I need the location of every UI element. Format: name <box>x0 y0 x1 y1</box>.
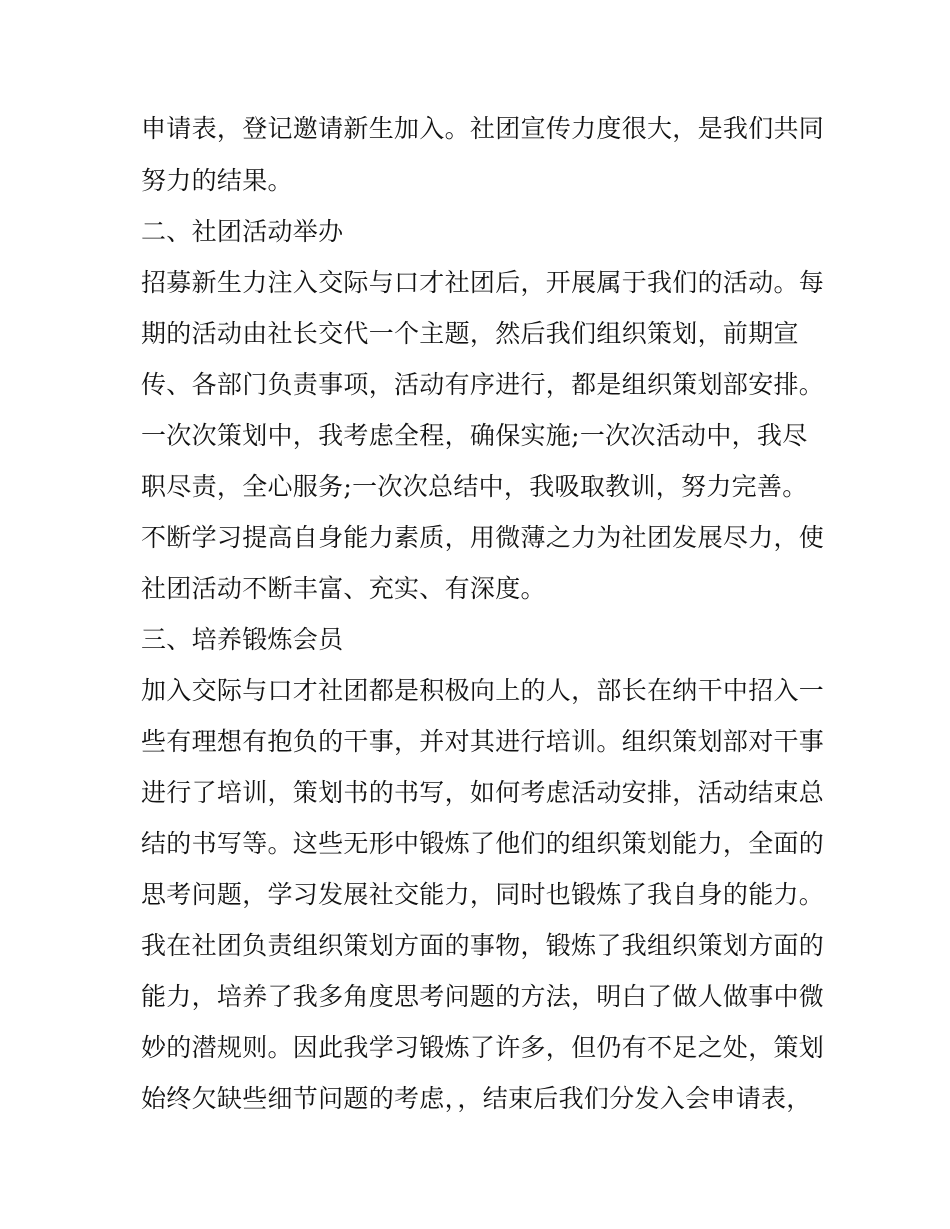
text-line: 招募新生力注入交际与口才社团后，开展属于我们的活动。每 <box>141 268 825 297</box>
text-line: 不断学习提高自身能力素质，用微薄之力为社团发展尽力，使 <box>141 523 825 552</box>
text-line: 妙的潜规则。因此我学习锻炼了许多，但仍有不足之处，策划 <box>141 1033 825 1062</box>
text-line: 结的书写等。这些无形中锻炼了他们的组织策划能力，全面的 <box>141 829 825 858</box>
text-line: 期的活动由社长交代一个主题，然后我们组织策划，前期宣 <box>141 319 799 348</box>
text-line: 思考问题，学习发展社交能力，同时也锻炼了我自身的能力。 <box>141 880 825 909</box>
text-line: 加入交际与口才社团都是积极向上的人，部长在纳干中招入一 <box>141 676 825 705</box>
text-line: 社团活动不断丰富、充实、有深度。 <box>141 574 546 603</box>
text-line: 职尽责，全心服务;一次次总结中，我吸取教训，努力完善。 <box>141 472 808 501</box>
text-line: 进行了培训，策划书的书写，如何考虑活动安排，活动结束总 <box>141 778 825 807</box>
text-line: 一次次策划中，我考虑全程，确保实施;一次次活动中，我尽 <box>141 421 808 450</box>
text-line: 始终欠缺些细节问题的考虑，，结束后我们分发入会申请表， <box>141 1084 812 1113</box>
text-line: 努力的结果。 <box>141 166 293 195</box>
text-line: 申请表，登记邀请新生加入。社团宣传力度很大，是我们共同 <box>141 114 825 143</box>
text-line: 些有理想有抱负的干事，并对其进行培训。组织策划部对干事 <box>141 727 825 756</box>
section-heading: 二、社团活动举办 <box>141 217 344 246</box>
section-heading: 三、培养锻炼会员 <box>141 625 344 654</box>
text-line: 我在社团负责组织策划方面的事物，锻炼了我组织策划方面的 <box>141 931 825 960</box>
text-line: 传、各部门负责事项，活动有序进行，都是组织策划部安排。 <box>141 370 825 399</box>
text-line: 能力，培养了我多角度思考问题的方法，明白了做人做事中微 <box>141 982 825 1011</box>
